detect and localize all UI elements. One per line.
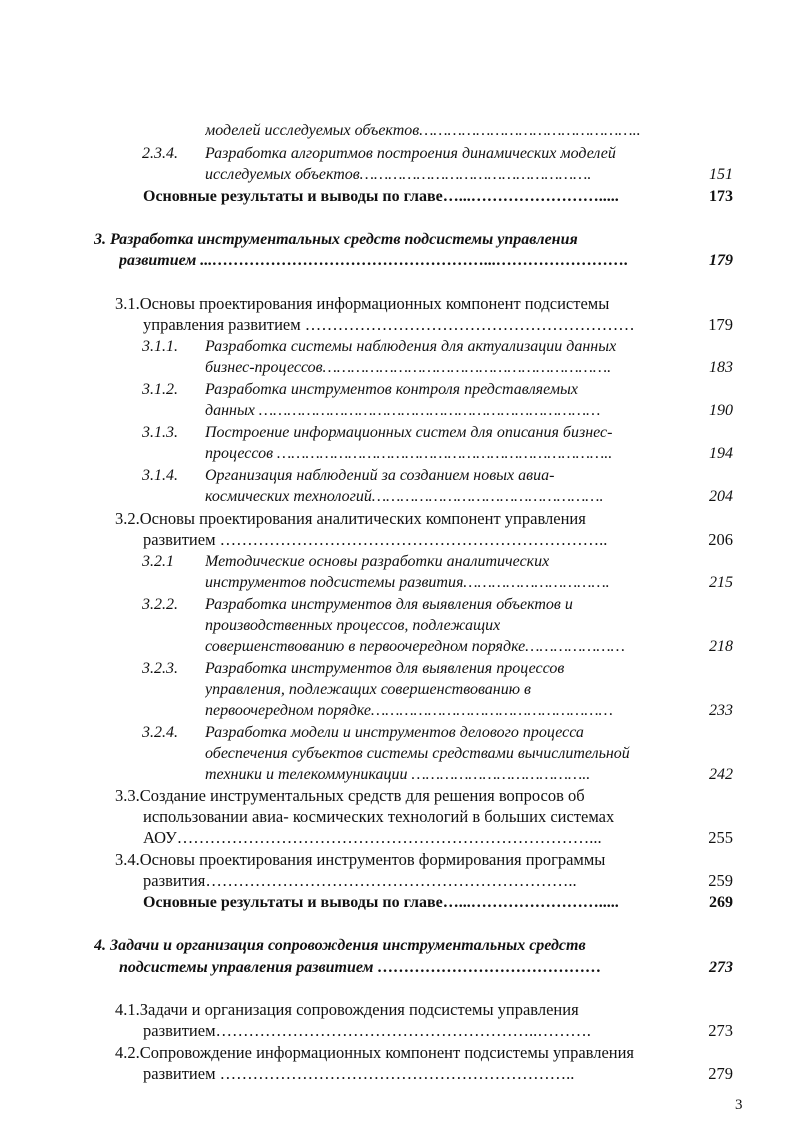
toc-title-line: космических технологий…………………………………………. (205, 488, 604, 505)
page-number: 3 (735, 1097, 743, 1113)
toc-page-number: 242 (709, 766, 733, 783)
toc-page-number: 179 (708, 315, 733, 334)
toc-title-line: 3.1.Основы проектирования информационных компонент подсистемы (115, 294, 610, 313)
toc-title-line: Разработка системы наблюдения для актуализации данных (205, 338, 617, 355)
toc-title-line: совершенствованию в первоочередном порядке………………… (205, 638, 625, 655)
toc-title-line: 3.4.Основы проектирования инструментов формирования программы (115, 850, 606, 869)
toc-title-line: бизнес-процессов……………………………………………………. (205, 359, 612, 376)
toc-number: 3.2.4. (142, 724, 178, 741)
toc-title-line: первоочередном порядке…………………………………………… (205, 702, 613, 719)
toc-title-line: 3.2.Основы проектирования аналитических компонент управления (115, 509, 586, 528)
toc-title-line: обеспечения субъектов системы средствами вычислительной (205, 745, 630, 762)
toc-chapter-title: развитием ...……………………………………………...……………………. (119, 252, 629, 269)
toc-page-number: 194 (709, 445, 733, 462)
toc-page-number: 215 (709, 574, 733, 591)
toc-title-line: Разработка инструментов для выявления объектов и (205, 596, 573, 613)
toc-title-line: 3.3.Создание инструментальных средств для решения вопросов об (115, 786, 585, 805)
toc-title-line: 4.2.Сопровождение информационных компонент подсистемы управления (115, 1043, 635, 1062)
toc-page-number: 279 (708, 1064, 733, 1083)
toc-title-line: развитием ……………………………………………………….. (143, 1064, 575, 1083)
toc-page-number: 173 (709, 188, 733, 205)
toc-page-number: 218 (709, 638, 733, 655)
toc-page-number: 273 (708, 1021, 733, 1040)
toc-title-line: 4.1.Задачи и организация сопровождения подсистемы управления (115, 1000, 579, 1019)
toc-number: 3.1.3. (142, 424, 178, 441)
toc-number: 3.2.1 (142, 553, 174, 570)
toc-title-line: управления, подлежащих совершенствованию в (205, 681, 531, 698)
toc-title-line: развитием…………………………………………………..………. (143, 1021, 591, 1040)
toc-page-number: 179 (709, 252, 733, 269)
toc-title-line: производственных процессов, подлежащих (205, 617, 501, 634)
toc-chapter-title: 3. Разработка инструментальных средств подсистемы управления (94, 231, 578, 248)
toc-number: 3.2.2. (142, 596, 178, 613)
toc-title-line: Методические основы разработки аналитических (205, 553, 550, 570)
toc-title-line: АОУ…………………………………………………………………... (143, 828, 602, 847)
toc-page-number: 151 (709, 166, 733, 183)
toc-title-line: развития………………………………………………………….. (143, 871, 577, 890)
toc-page-number: 259 (708, 871, 733, 890)
toc-2-3-3-line: моделей исследуемых объектов……………………………………….. (205, 122, 641, 139)
toc-title-line: Разработка алгоритмов построения динамических моделей (205, 145, 616, 162)
toc-title-line: техники и телекоммуникации ……………………………….. (205, 766, 591, 783)
toc-chapter-title: 4. Задачи и организация сопровождения инструментальных средств (94, 937, 586, 954)
toc-title-line: Основные результаты и выводы по главе…...……………………..... (143, 894, 619, 911)
toc-title-line: исследуемых объектов…………………………………………. (205, 166, 592, 183)
toc-page-number: 204 (709, 488, 733, 505)
toc-title-line: Построение информационных систем для описания бизнес- (205, 424, 613, 441)
toc-title-line: использовании авиа- космических технологий в больших системах (143, 807, 615, 826)
toc-title-line: Разработка модели и инструментов делового процесса (205, 724, 584, 741)
toc-number: 3.1.1. (142, 338, 178, 355)
toc-number: 2.3.4. (142, 145, 178, 162)
toc-title-line: данных ……………………………………………………………… (205, 402, 601, 419)
toc-title-line: Разработка инструментов контроля представляемых (205, 381, 578, 398)
toc-title-line: управления развитием …………………………………………………… (143, 315, 635, 334)
toc-title-line: Основные результаты и выводы по главе…...……………………..... (143, 188, 619, 205)
toc-page-number: 206 (708, 530, 733, 549)
toc-title-line: развитием …………………………………………………………….. (143, 530, 608, 549)
toc-title-line: Разработка инструментов для выявления процессов (205, 660, 565, 677)
toc-page-number: 183 (709, 359, 733, 376)
toc-page-number: 269 (709, 894, 733, 911)
toc-number: 3.1.4. (142, 467, 178, 484)
toc-title-line: Организация наблюдений за созданием новых авиа- (205, 467, 555, 484)
toc-title-line: процессов …………………………………………………………….. (205, 445, 613, 462)
toc-number: 3.1.2. (142, 381, 178, 398)
toc-page-number: 255 (708, 828, 733, 847)
toc-number: 3.2.3. (142, 660, 178, 677)
toc-page-number: 190 (709, 402, 733, 419)
toc-page-number: 233 (709, 702, 733, 719)
toc-chapter-title: подсистемы управления развитием …………………………………… (119, 959, 602, 976)
toc-page-number: 273 (709, 959, 733, 976)
toc-title-line: инструментов подсистемы развития…………………………. (205, 574, 610, 591)
